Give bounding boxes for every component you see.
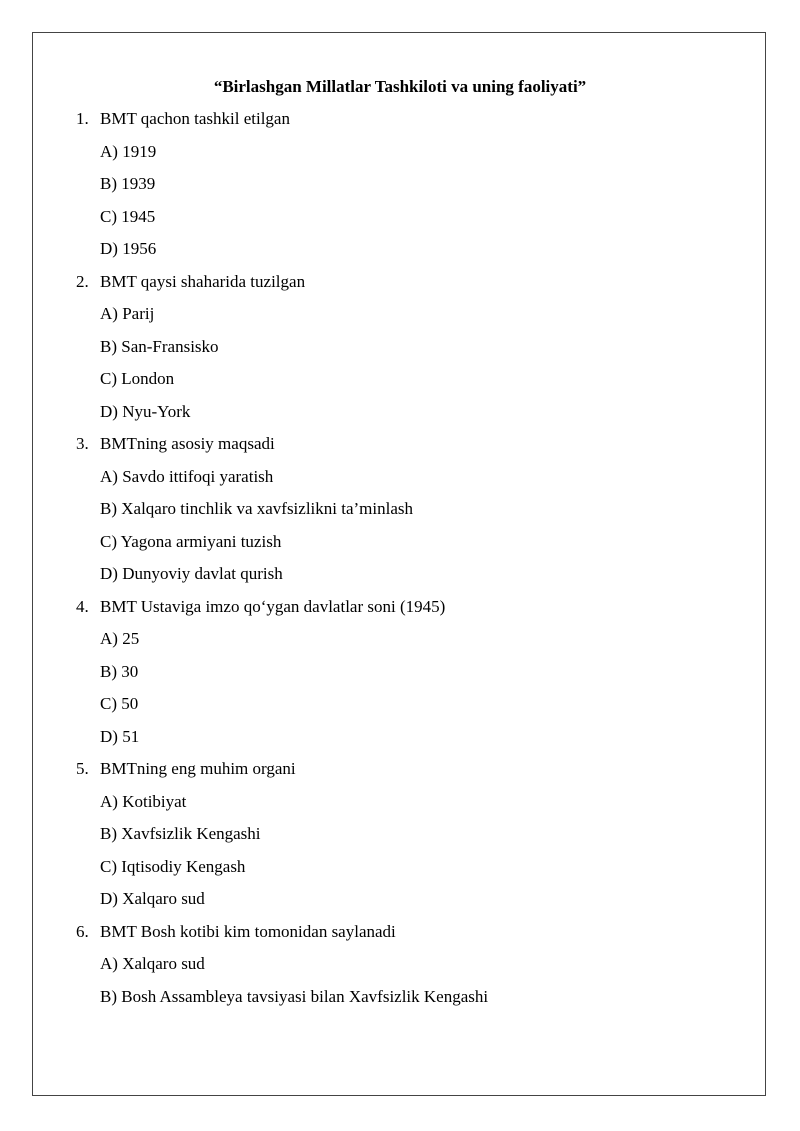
question-number: 2. bbox=[76, 271, 89, 291]
question-number: 1. bbox=[76, 109, 89, 128]
answer-option: D) Dunyoviy davlat qurish bbox=[100, 564, 283, 583]
answer-options bbox=[76, 953, 488, 1018]
question-label: BMTning asosiy maqsadi bbox=[100, 434, 275, 453]
answer-option: B) San-Fransisko bbox=[100, 336, 219, 356]
question-text bbox=[76, 271, 488, 304]
answer-option: B) 1939 bbox=[100, 174, 156, 193]
answer-option: C) 1945 bbox=[100, 206, 156, 226]
question-number: 5. bbox=[76, 759, 89, 778]
answer-option: D) 1956 bbox=[100, 239, 157, 258]
answer-option: A) 25 bbox=[100, 629, 140, 648]
answer-option: B) Bosh Assambleya tavsiyasi bilan Xavfsizlik Kengashi bbox=[100, 986, 489, 1006]
answer-options bbox=[76, 628, 488, 758]
question-4 bbox=[76, 596, 488, 759]
question-label: BMT Bosh kotibi kim tomonidan saylanadi bbox=[100, 921, 396, 941]
answer-option: A) Savdo ittifoqi yaratish bbox=[100, 466, 274, 486]
answer-option: D) Xalqaro sud bbox=[100, 889, 205, 908]
question-number: 6. bbox=[76, 921, 89, 941]
answer-option: A) Kotibiyat bbox=[100, 791, 187, 811]
answer-option: A) Xalqaro sud bbox=[100, 954, 205, 973]
question-text bbox=[76, 921, 488, 954]
document-title: “Birlashgan Millatlar Tashkiloti va uning faoliyati” bbox=[213, 77, 587, 96]
question-text bbox=[76, 758, 488, 791]
question-text bbox=[76, 108, 488, 141]
question-2 bbox=[76, 271, 488, 434]
answer-option: D) 51 bbox=[100, 726, 140, 746]
answer-option: A) Parij bbox=[100, 304, 155, 323]
question-1 bbox=[76, 108, 488, 271]
question-6 bbox=[76, 921, 488, 1019]
answer-option: D) Nyu-York bbox=[100, 401, 191, 421]
answer-options bbox=[76, 791, 488, 921]
question-label: BMT qachon tashkil etilgan bbox=[100, 109, 290, 128]
answer-options bbox=[76, 141, 488, 271]
question-label: BMT Ustaviga imzo qo‘ygan davlatlar soni (1945) bbox=[100, 596, 446, 616]
answer-option: A) 1919 bbox=[100, 141, 157, 161]
answer-option: B) Xalqaro tinchlik va xavfsizlikni ta’minlash bbox=[100, 499, 414, 518]
answer-options bbox=[76, 303, 488, 433]
answer-option: B) Xavfsizlik Kengashi bbox=[100, 824, 261, 843]
answer-option: C) Iqtisodiy Kengash bbox=[100, 856, 246, 876]
answer-option: C) London bbox=[100, 369, 175, 388]
answer-option: C) Yagona armiyani tuzish bbox=[100, 531, 282, 551]
question-label: BMT qaysi shaharida tuzilgan bbox=[100, 271, 306, 291]
question-3 bbox=[76, 433, 488, 596]
question-text bbox=[76, 596, 488, 629]
question-number: 3. bbox=[76, 434, 89, 453]
answer-option: B) 30 bbox=[100, 661, 139, 681]
question-number: 4. bbox=[76, 596, 89, 616]
question-list bbox=[76, 108, 488, 1018]
question-text bbox=[76, 433, 488, 466]
answer-options bbox=[76, 466, 488, 596]
answer-option: C) 50 bbox=[100, 694, 139, 713]
question-label: BMTning eng muhim organi bbox=[100, 759, 296, 778]
question-5 bbox=[76, 758, 488, 921]
